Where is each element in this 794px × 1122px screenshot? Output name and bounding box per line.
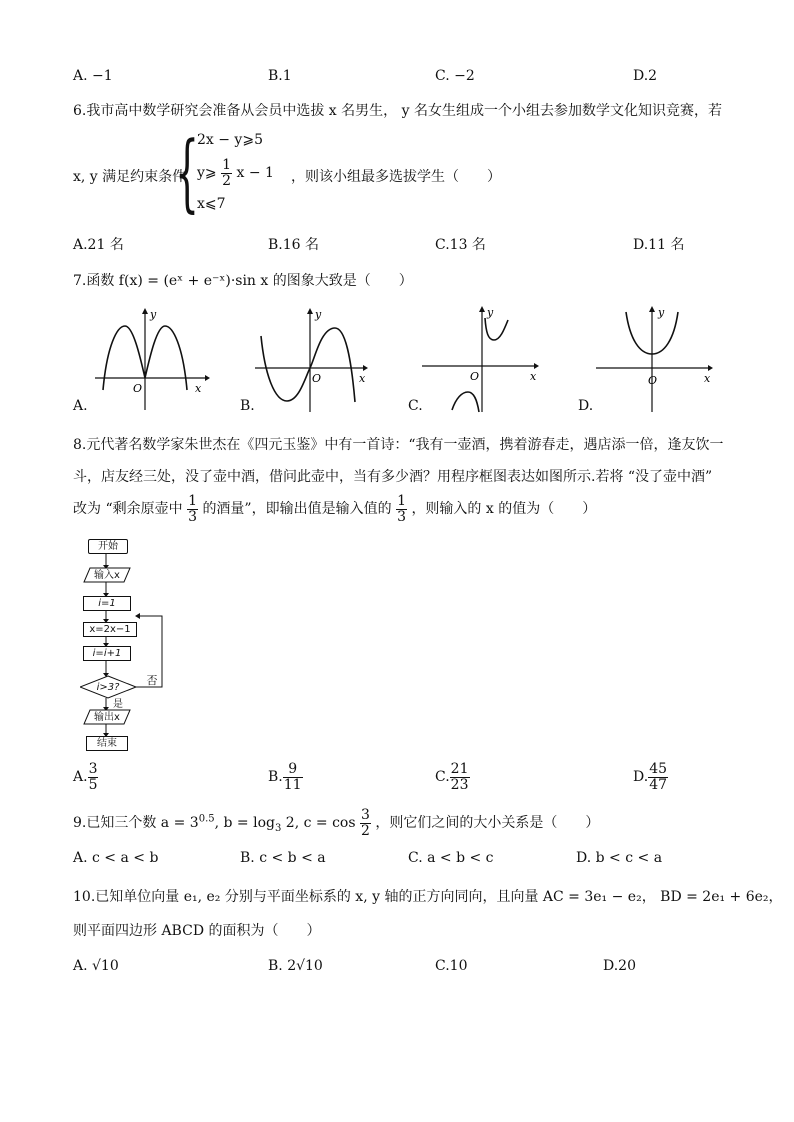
q8-line3-b: 的酒量”，即输出值是输入值的 <box>202 501 392 518</box>
origin-label: O <box>648 374 658 387</box>
x-label: x <box>704 372 711 385</box>
q10-stem-line1: 10.已知单位向量 e₁, e₂ 分别与平面坐标系的 x, y 轴的正方向同向，且向量 AC = 3e₁ − e₂， BD = 2e₁ + 6e₂， <box>73 889 783 905</box>
q6-option-a[interactable]: A.21 名 <box>73 237 124 253</box>
x-label: x <box>359 372 366 385</box>
q5-option-d[interactable]: D.2 <box>633 68 658 84</box>
q8-frac-num: 1 <box>188 493 197 509</box>
q6-c2-num: 1 <box>222 157 232 173</box>
x-label: x <box>195 382 202 395</box>
y-axis-arrow-icon <box>142 308 148 314</box>
q6-c2-post: x − 1 <box>236 165 274 182</box>
q7-graph-label-a[interactable]: A. <box>73 398 88 414</box>
q6-c2-den: 2 <box>222 172 232 189</box>
q9-stem <box>73 808 599 838</box>
x-axis-arrow-icon <box>534 363 539 369</box>
q8-d-num: 45 <box>649 761 668 777</box>
q10-option-a[interactable]: A. √10 <box>73 958 119 974</box>
q6-option-d[interactable]: D.11 名 <box>633 237 685 253</box>
q9-option-c[interactable]: C. a < b < c <box>408 850 494 866</box>
q9-options <box>73 850 724 878</box>
q5-options <box>73 68 724 96</box>
q5-option-c[interactable]: C. −2 <box>435 68 475 84</box>
q9-option-a[interactable]: A. c < a < b <box>73 850 159 866</box>
q7-graph-label-c[interactable]: C. <box>408 398 423 414</box>
q9-fraction <box>360 808 371 838</box>
y-axis-arrow-icon <box>479 306 485 312</box>
q6-constraint-3: x⩽7 <box>197 196 226 212</box>
q8-option-d[interactable] <box>633 762 668 792</box>
q8-stem-line1: 8.元代著名数学家朱世杰在《四元玉鉴》中有一首诗：“我有一壶酒，携着游春走，遇店添一倍，逢友饮一 <box>73 437 724 453</box>
q7-graph-label-d[interactable]: D. <box>578 398 594 414</box>
q8-option-b-frac <box>283 762 303 792</box>
q7-graph-b[interactable] <box>255 306 370 416</box>
q9-stem-a: 9.已知三个数 a = 3 <box>73 815 199 832</box>
curve <box>261 328 355 402</box>
x-axis-arrow-icon <box>708 365 713 371</box>
q6-option-c[interactable]: C.13 名 <box>435 237 486 253</box>
q8-c-num: 21 <box>450 761 469 777</box>
flow-step1: x=2x−1 <box>83 622 137 637</box>
q10-option-b[interactable]: B. 2√10 <box>268 958 323 974</box>
q10-stem-line2: 则平面四边形 ABCD 的面积为（ ） <box>73 923 321 939</box>
q9-stem-d: ，则它们之间的大小关系是（ ） <box>375 815 600 832</box>
q9-stem-c: 2, c = cos <box>281 815 356 832</box>
flow-step2: i=i+1 <box>83 646 131 661</box>
flow-condition: i>3? <box>96 682 120 693</box>
curve-right <box>485 318 508 340</box>
y-label: y <box>315 308 322 321</box>
flow-input: 输入x <box>94 570 120 581</box>
q9-exponent: 0.5 <box>198 813 215 825</box>
q8-option-b-label: B. <box>268 769 283 786</box>
q6-constraint-system <box>73 123 533 221</box>
q6-constraint-1: 2x − y⩾5 <box>197 132 263 148</box>
origin-label: O <box>133 382 143 395</box>
q8-option-c-frac <box>450 762 470 792</box>
curve-left <box>452 392 479 412</box>
q9-frac-den: 2 <box>361 822 370 839</box>
q6-constraint-label: x, y 满足约束条件 <box>73 169 187 185</box>
q6-options <box>73 234 724 262</box>
q7-graph-d[interactable] <box>596 306 716 416</box>
y-label: y <box>150 308 157 321</box>
q9-frac-num: 3 <box>361 807 370 823</box>
q6-c2-fraction <box>221 158 232 188</box>
flow-init: i=1 <box>83 596 131 611</box>
brace-icon: { <box>175 123 200 221</box>
q8-stem-line3 <box>73 494 596 524</box>
q9-option-d[interactable]: D. b < c < a <box>576 850 663 866</box>
q8-flowchart <box>80 538 180 753</box>
q7-graph-label-b[interactable]: B. <box>240 398 255 414</box>
x-label: x <box>530 370 537 383</box>
q8-option-d-label: D. <box>633 769 649 786</box>
flow-yes-label: 是 <box>113 699 123 710</box>
flow-output: 输出x <box>94 712 120 723</box>
q8-frac-den: 3 <box>188 508 197 525</box>
q8-stem-line2: 斗，店友经三处，没了壶中酒，借问此壶中，当有多少酒？用程序框图表达如图所示.若将 “没了壶中酒” <box>73 469 713 485</box>
flow-end: 结束 <box>86 736 128 751</box>
y-axis-arrow-icon <box>307 308 313 314</box>
x-axis-arrow-icon <box>205 375 210 381</box>
q8-option-d-frac <box>648 762 668 792</box>
q7-graph-c[interactable] <box>422 306 542 416</box>
x-axis-arrow-icon <box>363 365 368 371</box>
q8-option-c[interactable] <box>435 762 470 792</box>
q6-stem-tail: ，则该小组最多选拔学生（ ） <box>291 169 501 185</box>
q8-line3-c: ，则输入的 x 的值为（ ） <box>411 501 597 518</box>
q8-fraction-2 <box>396 494 407 524</box>
q7-graph-a[interactable] <box>95 306 210 416</box>
q8-option-a-label: A. <box>73 769 88 786</box>
q10-option-d[interactable]: D.20 <box>603 958 636 974</box>
q9-log-base: 3 <box>274 822 282 834</box>
q8-b-num: 9 <box>283 762 303 778</box>
origin-label: O <box>312 372 322 385</box>
q8-fraction-1 <box>187 494 198 524</box>
q6-c2-pre: y⩾ <box>197 165 217 182</box>
q8-options <box>73 762 724 802</box>
flow-start: 开始 <box>88 539 128 554</box>
q9-stem-b: , b = log <box>214 815 275 832</box>
y-label: y <box>487 306 494 319</box>
q6-constraint-2 <box>197 158 274 188</box>
q9-option-b[interactable]: B. c < b < a <box>240 850 326 866</box>
q8-c-den: 23 <box>450 776 469 793</box>
q5-option-a[interactable]: A. −1 <box>73 68 113 84</box>
q8-frac2-den: 3 <box>397 508 406 525</box>
origin-label: O <box>470 370 480 383</box>
q8-d-den: 47 <box>649 776 668 793</box>
flow-no-label: 否 <box>146 674 158 687</box>
q5-option-b[interactable]: B.1 <box>268 68 292 84</box>
y-label: y <box>658 306 665 319</box>
q10-options <box>73 958 724 986</box>
q8-option-a[interactable] <box>73 762 98 792</box>
q8-line3-a: 改为 “剩余原壶中 <box>73 501 183 518</box>
q6-stem: 6.我市高中数学研究会准备从会员中选拔 x 名男生， y 名女生组成一个小组去参加数学文化知识竞赛，若 <box>73 103 722 119</box>
q8-frac2-num: 1 <box>397 493 406 509</box>
y-axis-arrow-icon <box>649 306 655 312</box>
q10-option-c[interactable]: C.10 <box>435 958 468 974</box>
q8-b-den: 11 <box>283 776 302 793</box>
q8-option-c-label: C. <box>435 769 450 786</box>
q6-option-b[interactable]: B.16 名 <box>268 237 320 253</box>
q7-stem: 7.函数 f(x) = (eˣ + e⁻ˣ)·sin x 的图象大致是（ ） <box>73 273 413 289</box>
q8-option-b[interactable] <box>268 762 303 792</box>
q8-a-num: 3 <box>88 761 98 777</box>
q8-option-a-frac <box>88 762 99 792</box>
q8-a-den: 5 <box>88 776 98 793</box>
